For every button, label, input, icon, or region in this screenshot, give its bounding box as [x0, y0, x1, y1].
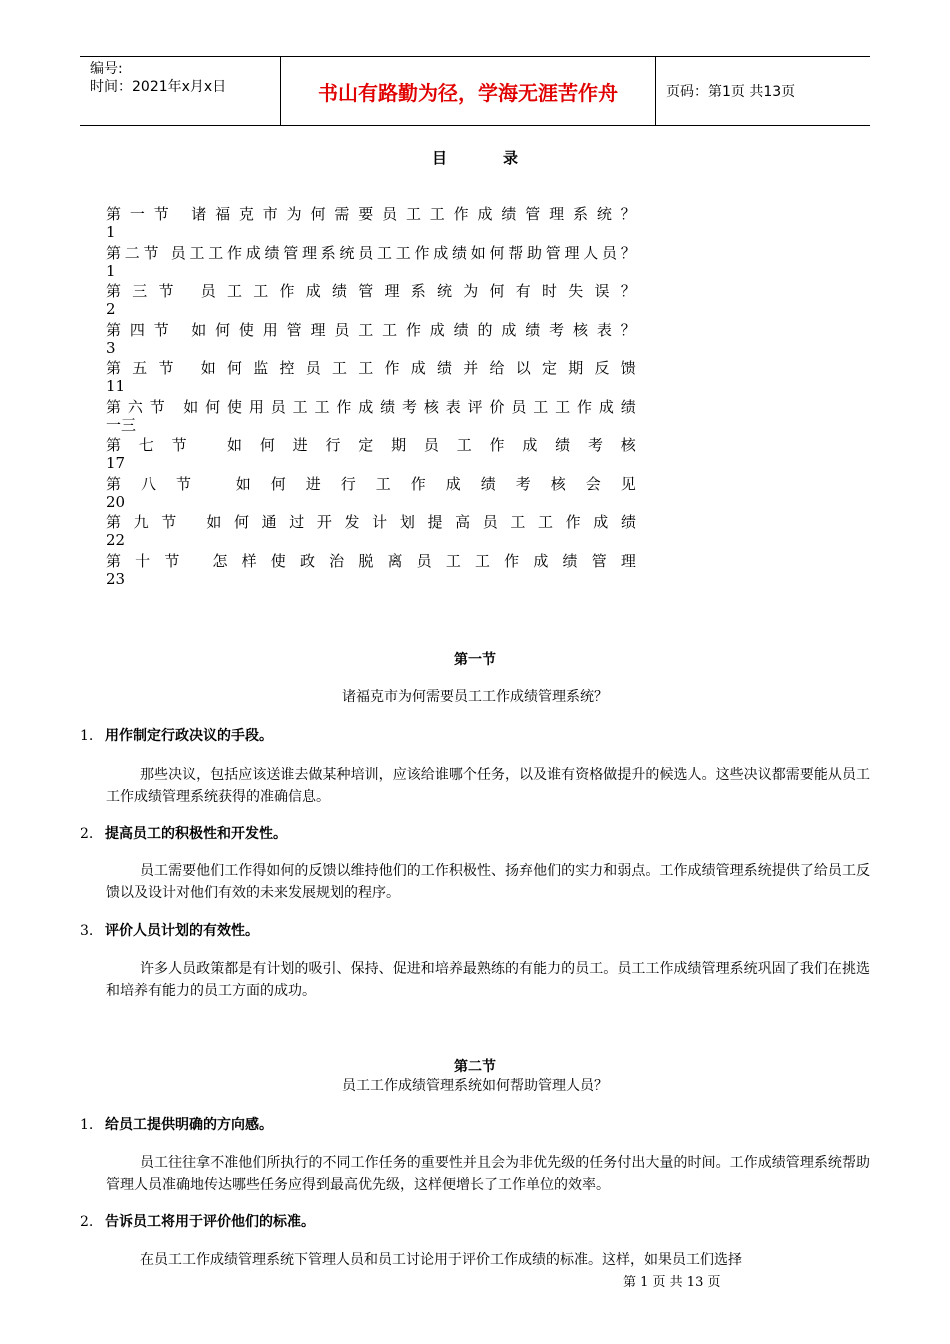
header-meta [80, 57, 281, 125]
paragraph: 在员工工作成绩管理系统下管理人员和员工讨论用于评价工作成绩的标准。这样，如果员工们选择 [140, 1252, 742, 1268]
item-number: 1. [80, 728, 94, 744]
page-header [80, 56, 870, 126]
section-subtitle: 员工工作成绩管理系统如何帮助管理人员？ [342, 1078, 608, 1094]
doc-number-label: 编号: [90, 61, 123, 77]
item-heading [80, 1211, 315, 1231]
section-title: 第二节 [454, 1059, 496, 1075]
toc-item[interactable]: 第 四 节 如 何 使 用 管 理 员 工 工 作 成 绩 的 成 绩 考 核 表 ？ 3 [106, 320, 636, 357]
item-heading-text: 告诉员工将用于评价他们的标准。 [105, 1214, 315, 1230]
toc-item[interactable]: 第 八 节 如 何 进 行 工 作 成 绩 考 核 会 见 20 [106, 474, 636, 511]
toc-item[interactable]: 第 十 节 怎 样 使 政 治 脱 离 员 工 工 作 成 绩 管 理 23 [106, 551, 636, 588]
paragraph: 员工需要他们工作得如何的反馈以维持他们的工作积极性、扬弃他们的实力和弱点。工作成绩管理系统提供了给员工反馈以及设计对他们有效的未来发展规划的程序。 [106, 863, 870, 901]
item-number: 2. [80, 1214, 94, 1230]
doc-time-label: 时间：2021年x月x日 [90, 79, 227, 95]
item-heading-text: 给员工提供明确的方向感。 [105, 1117, 273, 1133]
toc-item[interactable]: 第 五 节 如 何 监 控 员 工 工 作 成 绩 并 给 以 定 期 反 馈 11 [106, 359, 636, 395]
toc-title-right: 录 [503, 149, 519, 167]
toc-item[interactable]: 第 九 节 如 何 通 过 开 发 计 划 提 高 员 工 工 作 成 绩 22 [106, 513, 636, 549]
header-motto: 书山有路勤为径，学海无涯苦作舟 [281, 57, 656, 125]
toc-item[interactable]: 第 一 节 诸 福 克 市 为 何 需 要 员 工 工 作 成 绩 管 理 系 统 ？ 1 [106, 205, 636, 241]
item-heading-text: 评价人员计划的有效性。 [105, 923, 259, 939]
item-heading [80, 725, 273, 745]
item-heading [80, 823, 287, 843]
toc-item[interactable]: 第 三 节 员 工 工 作 成 绩 管 理 系 统 为 何 有 时 失 误 ？ 2 [106, 282, 636, 318]
item-number: 3. [80, 923, 94, 939]
toc-title-left: 目 [431, 149, 447, 167]
item-heading [80, 1114, 273, 1134]
item-number: 2. [80, 826, 94, 842]
item-number: 1. [80, 1117, 94, 1133]
section-subtitle: 诸福克市为何需要员工工作成绩管理系统？ [342, 689, 608, 705]
toc-item[interactable]: 第 二 节 员 工 工 作 成 绩 管 理 系 统 员 工 工 作 成 绩 如 何 帮 助 管 理 人 员 ？ 1 [106, 243, 636, 280]
header-page-info: 页码：第1页 共13页 [666, 84, 796, 100]
toc-item[interactable]: 第 七 节 如 何 进 行 定 期 员 工 作 成 绩 考 核 17 [106, 436, 636, 472]
item-heading-text: 提高员工的积极性和开发性。 [105, 826, 287, 842]
paragraph: 许多人员政策都是有计划的吸引、保持、促进和培养最熟练的有能力的员工。员工工作成绩管理系统巩固了我们在挑选和培养有能力的员工方面的成功。 [106, 961, 870, 999]
item-heading-text: 用作制定行政决议的手段。 [105, 728, 273, 744]
toc-item[interactable]: 第 六 节 如 何 使 用 员 工 工 作 成 绩 考 核 表 评 价 员 工 工 作 成 绩 一三 [106, 397, 636, 434]
paragraph: 员工往往拿不准他们所执行的不同工作任务的重要性并且会为非优先级的任务付出大量的时间。工作成绩管理系统帮助管理人员准确地传达哪些任务应得到最高优先级，这样便增长了工作单位的效率。 [106, 1155, 870, 1193]
item-heading [80, 920, 259, 940]
paragraph: 那些决议，包括应该送谁去做某种培训，应该给谁哪个任务，以及谁有资格做提升的候选人。这些决议都需要能从员工工作成绩管理系统获得的准确信息。 [106, 767, 870, 805]
section-title: 第一节 [454, 652, 496, 668]
table-of-contents [106, 205, 636, 590]
page-footer: 第 1 页 共 13 页 [623, 1275, 721, 1290]
toc-title [0, 147, 950, 168]
